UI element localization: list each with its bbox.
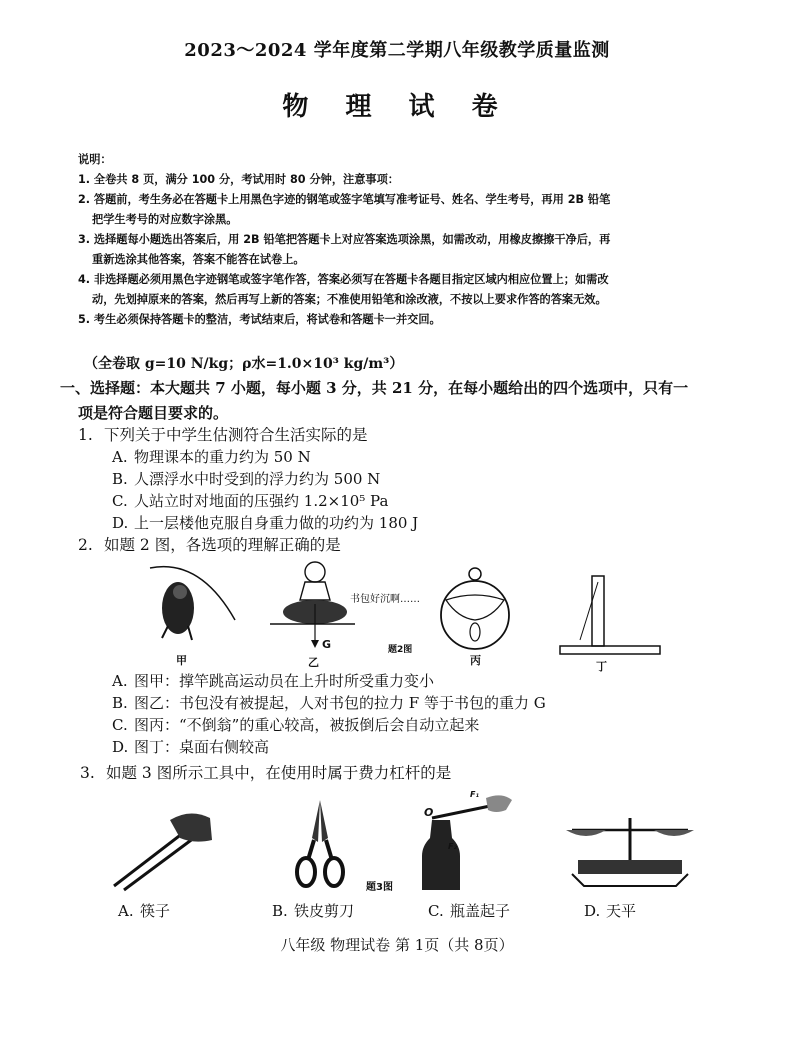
instruction-item: 动，先划掉原来的答案，然后再写上新的答案；不准使用铅笔和涂改液，不按以上要求作答的答案无效。 (92, 293, 607, 306)
figure-2-caption: 题2图 (388, 645, 413, 655)
figure-2 (140, 560, 660, 673)
instruction-item: 5. 考生必须保持答题卡的整洁，考试结束后，将试卷和答题卡一并交回。 (78, 313, 441, 326)
instruction-item: 把学生考号的对应数字涂黑。 (92, 213, 238, 226)
figure-3-caption: 题3图 (366, 882, 393, 893)
question-stem: 下列关于中学生估测符合生活实际的是 (104, 426, 368, 444)
figure-3 (110, 790, 700, 893)
bottle-opener-figure (422, 795, 512, 890)
speech-bubble-text: 书包好沉啊…… (350, 594, 420, 605)
tumbler-doll-figure (441, 568, 509, 649)
chopsticks-figure (114, 813, 212, 890)
option-a: A. 筷子 (118, 902, 171, 920)
option-a: A. 图甲：撑竿跳高运动员在上升时所受重力变小 (112, 672, 435, 690)
figure-3-drawing (110, 790, 700, 890)
figure-label-jia: 甲 (176, 654, 187, 667)
question-2-stem (78, 534, 698, 556)
instruction-item: 4. 非选择题必须用黑色字迹钢笔或签字笔作答，答案必须写在答题卡各题目指定区域内相应位置上；如需改 (78, 273, 609, 286)
schoolbag-figure (270, 562, 355, 648)
option-a: A. 物理课本的重力约为 50 N (112, 448, 311, 466)
force-label-f1: F₁ (470, 790, 479, 799)
question-stem: 如题 3 图所示工具中，在使用时属于费力杠杆的是 (106, 764, 452, 782)
instructions-label: 说明： (78, 153, 112, 166)
force-label-g: G (322, 638, 332, 651)
figure-label-ding: 丁 (596, 660, 607, 673)
section-one-line: 项是符合题目要求的。 (78, 404, 229, 422)
question-number: 1. (78, 426, 93, 444)
pivot-label-o: O (424, 806, 434, 819)
exam-subject-title: 物 理 试 卷 (282, 92, 512, 122)
question-number: 2. (78, 536, 93, 554)
question-stem: 如题 2 图，各选项的理解正确的是 (104, 536, 341, 554)
page-footer: 八年级 物理试卷 第 1页（共 8页） (280, 936, 514, 954)
option-d: D. 天平 (584, 902, 637, 920)
instruction-item: 1. 全卷共 8 页，满分 100 分，考试用时 80 分钟，注意事项： (78, 173, 399, 186)
force-label-f2: F₂ (448, 842, 457, 851)
question-3-stem (80, 762, 700, 784)
question-2-options (112, 670, 712, 758)
figure-label-yi: 乙 (308, 656, 319, 669)
option-c: C. 图丙：“不倒翁”的重心较高，被扳倒后会自动立起来 (112, 716, 480, 734)
option-b: B. 人漂浮水中时受到的浮力约为 500 N (112, 470, 381, 488)
option-d: D. 图丁：桌面右侧较高 (112, 738, 270, 756)
constants-note: （全卷取 g=10 N/kg；ρ水=1.0×10³ kg/m³） (84, 356, 404, 372)
section-one-line: 一、选择题：本大题共 7 小题，每小题 3 分，共 21 分，在每小题给出的四个选项中，只有一 (60, 379, 689, 397)
pole-vault-figure (150, 567, 235, 640)
scissors-figure (297, 800, 343, 886)
instructions-block (78, 150, 718, 330)
option-d: D. 上一层楼他克服自身重力做的功约为 180 J (112, 514, 419, 532)
option-b: B. 图乙：书包没有被提起，人对书包的拉力 F 等于书包的重力 G (112, 694, 546, 712)
instruction-item: 3. 选择题每小题选出答案后，用 2B 铅笔把答题卡上对应答案选项涂黑，如需改动，用橡皮擦擦干净后，再 (78, 233, 611, 246)
plumb-line-figure (560, 576, 660, 654)
section-one-heading (60, 376, 720, 426)
figure-label-bing: 丙 (470, 654, 481, 667)
option-c: C. 人站立时对地面的压强约 1.2×10⁵ Pa (112, 492, 389, 510)
instruction-item: 2. 答题前，考生务必在答题卡上用黑色字迹的钢笔或签字笔填写准考证号、姓名、学生考号，再用 2B 铅笔 (78, 193, 611, 206)
option-c: C. 瓶盖起子 (428, 902, 511, 920)
question-number: 3. (80, 764, 95, 782)
option-b: B. 铁皮剪刀 (272, 902, 355, 920)
balance-scale-figure (566, 818, 694, 886)
instruction-item: 重新选涂其他答案，答案不能答在试卷上。 (92, 253, 305, 266)
exam-header-title: 2023～2024 学年度第二学期八年级教学质量监测 (184, 40, 610, 61)
question-1 (78, 424, 698, 534)
